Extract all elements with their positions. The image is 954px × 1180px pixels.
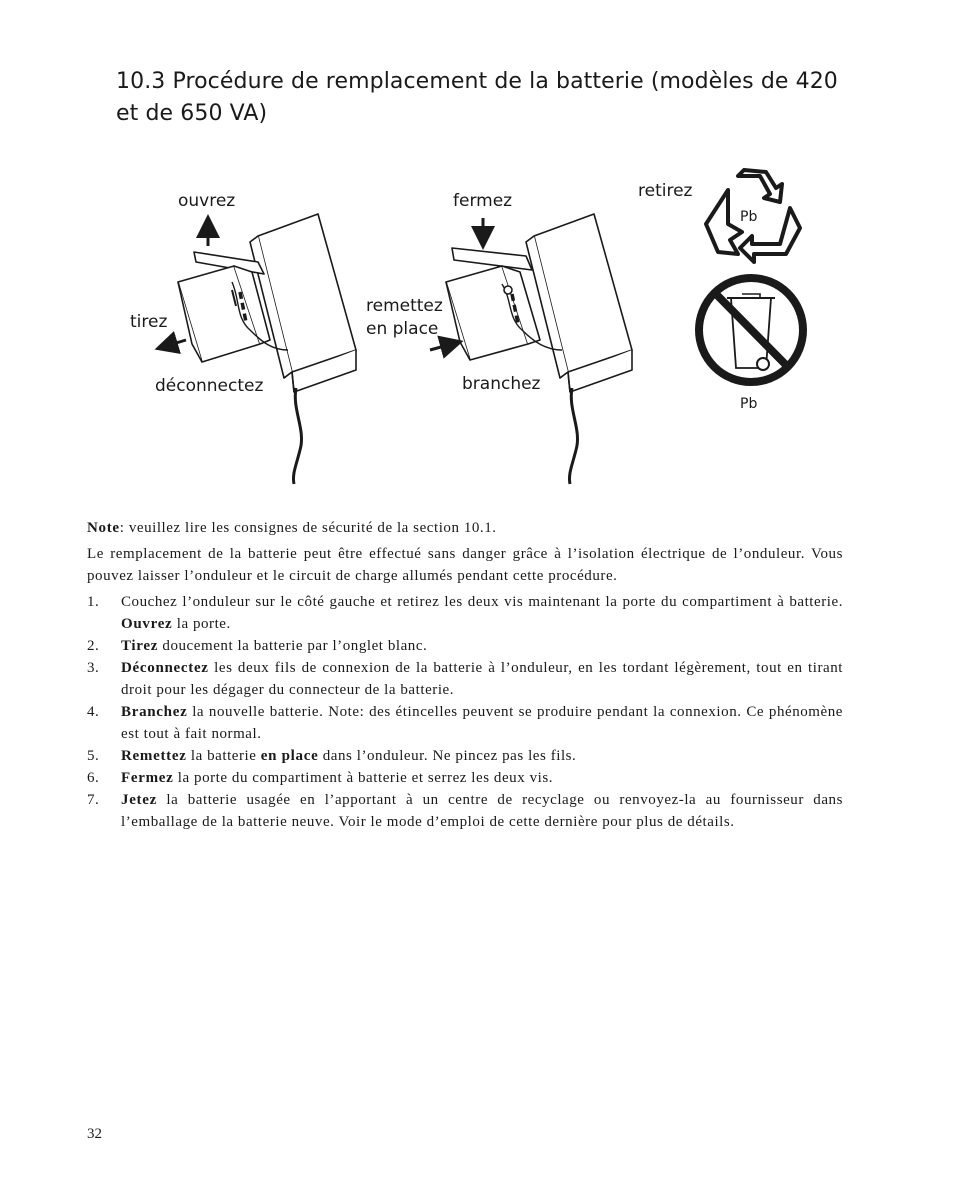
label-pb-bin: Pb: [740, 396, 758, 412]
section-heading: [116, 66, 856, 130]
step-keyword: Fermez: [121, 770, 174, 786]
label-remettez-line2: en place: [366, 319, 439, 339]
step-text: doucement la batterie par l’onglet blanc.: [158, 638, 428, 654]
label-tirez: tirez: [130, 312, 168, 332]
step-text: la batterie: [186, 748, 261, 764]
step-keyword: en place: [260, 748, 319, 764]
step-text: la porte.: [172, 616, 231, 632]
heading-line-1: 10.3 Procédure de remplacement de la batterie (modèles de 420: [116, 69, 838, 94]
step-number: 6.: [87, 770, 100, 786]
arrow-tirez-icon: [166, 340, 186, 346]
step-keyword: Remettez: [121, 748, 187, 764]
step-keyword: Branchez: [121, 704, 188, 720]
step-text: Couchez l’onduleur sur le côté gauche et retirez les deux vis maintenant la porte du compartiment à batterie.: [121, 594, 843, 610]
step-item: [87, 635, 843, 657]
intro-paragraph: Le remplacement de la batterie peut être effectué sans danger grâce à l’isolation électrique de l’onduleur. Vous pouvez laisser l’onduleur et le circuit de charge allumés pendant cette procédure.: [87, 546, 843, 584]
label-branchez: branchez: [462, 374, 541, 394]
ups-open-illustration: [178, 214, 356, 484]
step-number: 7.: [87, 792, 100, 808]
step-text: les deux fils de connexion de la batterie à l’onduleur, en les tordant légèrement, tout en tirant droit pour les dégager du connecteur de la batterie.: [121, 660, 843, 698]
ups-close-illustration: [446, 214, 632, 484]
step-item: [87, 789, 843, 833]
step-text: la porte du compartiment à batterie et serrez les deux vis.: [173, 770, 554, 786]
step-keyword: Jetez: [121, 792, 157, 808]
step-item: [87, 745, 843, 767]
step-number: 3.: [87, 660, 100, 676]
label-fermez: fermez: [453, 191, 513, 211]
label-remettez-line1: remettez: [366, 296, 443, 316]
step-item: [87, 657, 843, 701]
label-ouvrez: ouvrez: [178, 191, 236, 211]
step-number: 2.: [87, 638, 100, 654]
label-retirez: retirez: [638, 181, 693, 201]
note-label: Note: [87, 520, 120, 536]
step-item: [87, 701, 843, 745]
step-number: 4.: [87, 704, 100, 720]
arrow-remettez-icon: [430, 344, 452, 350]
page-number: 32: [87, 1126, 102, 1142]
label-pb-recycle: Pb: [740, 209, 758, 225]
instructions-text: [87, 517, 843, 833]
step-item: [87, 591, 843, 635]
step-text: la batterie usagée en l’apportant à un centre de recyclage ou renvoyez-la au fournisseur dans l’emballage de la batterie neuve. Voir le mode d’emploi de cette dernière pour plus de détails.: [121, 792, 843, 830]
heading-line-2: et de 650 VA): [116, 101, 268, 126]
no-trash-bin-icon: [699, 278, 803, 382]
label-deconnectez: déconnectez: [155, 376, 264, 396]
step-item: [87, 767, 843, 789]
step-keyword: Ouvrez: [121, 616, 173, 632]
note-paragraph: [87, 517, 843, 539]
step-text: dans l’onduleur. Ne pincez pas les fils.: [318, 748, 577, 764]
note-text: : veuillez lire les consignes de sécurité de la section 10.1.: [119, 520, 497, 536]
step-keyword: Tirez: [121, 638, 159, 654]
step-text: la nouvelle batterie. Note: des étincelles peuvent se produire pendant la connexion. Ce phénomène est tout à fait normal.: [121, 704, 843, 742]
battery-replacement-illustration: [0, 160, 954, 500]
steps-list: [87, 591, 843, 833]
step-keyword: Déconnectez: [121, 660, 209, 676]
step-number: 1.: [87, 594, 100, 610]
step-number: 5.: [87, 748, 100, 764]
